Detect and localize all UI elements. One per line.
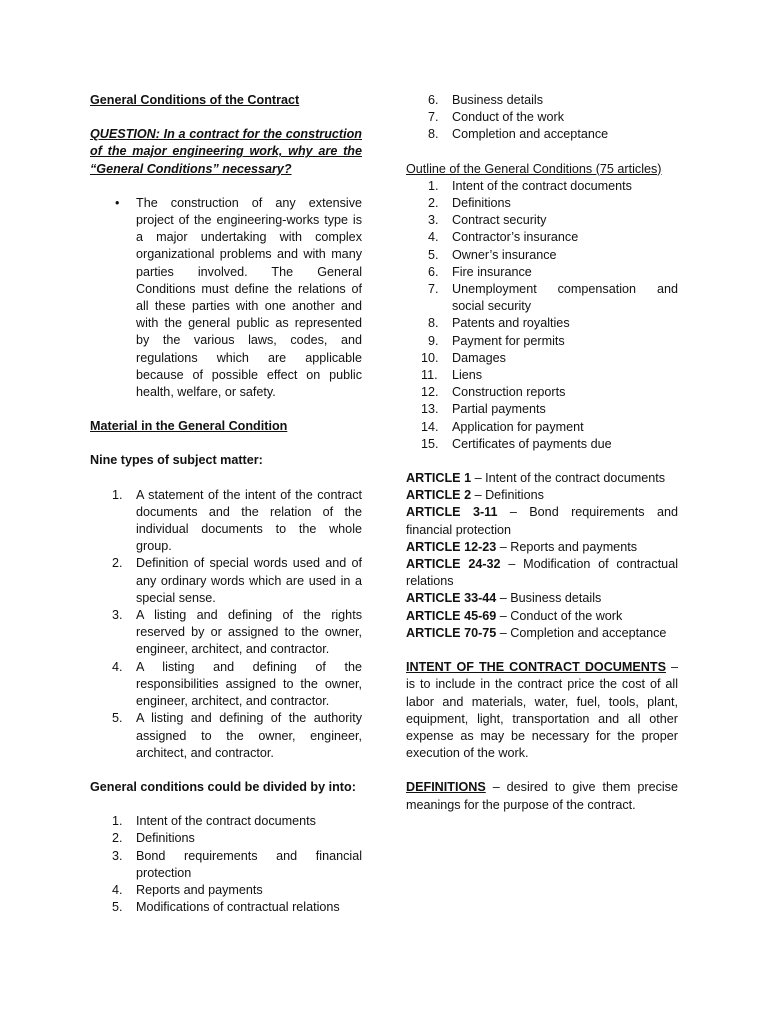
list-number: 3. [112,848,123,863]
list-text: Conduct of the work [452,110,565,125]
list-text: Contractor’s insurance [452,230,579,245]
definitions-paragraph [406,779,678,813]
divided-heading: General conditions could be divided by into: [90,779,356,794]
list-item [406,436,678,453]
list-number: 4. [112,659,123,674]
list-text: Intent of the contract documents [452,178,632,193]
nine-types-heading: Nine types of subject matter: [90,453,263,468]
left-column [90,92,362,916]
list-text: A listing and defining of the responsibilities assigned to the owner, engineer, architect, and contractor. [136,659,362,709]
right-column [406,92,678,814]
list-text: Certificates of payments due [452,436,612,451]
subject-list [90,487,362,762]
list-item [406,92,678,109]
list-text: A listing and defining of the authority assigned to the owner, engineer, architect, and contractor. [136,711,362,760]
list-item [406,401,678,418]
intent-text: – is to include in the contract price the cost of all labor and materials, water, fuel, tools, plant, equipment, light, transportation and all other expense as may be necessary for the proper execution of the work. [406,660,678,761]
list-text: Definitions [452,196,511,211]
list-item [90,848,362,882]
article-line [406,625,678,642]
list-text: Bond requirements and financial protection [136,848,362,880]
article-label: ARTICLE 24-32 [406,557,501,572]
article-text: – Reports and payments [496,539,637,554]
list-number: 6. [428,264,439,279]
list-text: A statement of the intent of the contract documents and the relation of the individual documents to the whole group. [136,487,362,554]
list-number: 15. [421,436,439,451]
list-text: Definitions [136,831,195,846]
list-number: 5. [112,900,123,915]
divided-list [90,813,362,916]
list-item [90,882,362,899]
list-item [406,367,678,384]
list-item [406,264,678,281]
list-number: 10. [421,350,439,365]
list-item [90,899,362,916]
list-item [90,607,362,659]
list-number: 2. [112,831,123,846]
intent-label: INTENT OF THE CONTRACT DOCUMENTS [406,660,666,675]
list-number: 7. [428,282,439,297]
article-label: ARTICLE 12-23 [406,539,497,554]
list-number: 13. [421,402,439,417]
outline-heading: Outline of the General Conditions (75 articles) [406,161,662,176]
bullet-list [90,195,362,401]
intent-paragraph [406,659,678,762]
list-item [406,212,678,229]
list-number: 2. [428,196,439,211]
list-item [90,830,362,847]
article-line [406,470,678,487]
article-line [406,487,678,504]
list-text: A listing and defining of the rights reserved by or assigned to the owner, engineer, architect, and contractor. [136,608,362,657]
list-text: Application for payment [452,419,584,434]
list-number: 1. [112,814,123,829]
bullet-item [90,195,362,401]
list-number: 1. [428,178,439,193]
list-item [406,229,678,246]
list-number: 12. [421,385,439,400]
list-item [406,333,678,350]
list-number: 8. [428,127,439,142]
article-label: ARTICLE 1 [406,471,472,486]
list-item [406,126,678,143]
article-text: – Conduct of the work [496,608,623,623]
list-text: Patents and royalties [452,316,570,331]
article-text: – Definitions [471,488,544,503]
divided-list-continued [406,92,678,144]
list-text: Modifications of contractual relations [136,900,340,915]
list-text: Contract security [452,213,547,228]
article-line [406,504,678,538]
bullet-icon: • [115,195,120,210]
article-line [406,539,678,556]
article-label: ARTICLE 45-69 [406,608,497,623]
list-number: 4. [428,230,439,245]
list-text: Business details [452,93,544,107]
list-item [90,813,362,830]
list-text: Completion and acceptance [452,127,609,142]
bullet-text: The construction of any extensive project of the engineering-works type is a major undertaking with complex organizational problems and with many parties involved. The General Conditions must define the relations of all these parties with one another and with the general public as represented by the various laws, codes, and regulations which are applicable because of possible effect on public health, welfare, or safety. [136,195,362,400]
list-item [406,315,678,332]
article-line [406,590,678,607]
article-text: – Modification of contractual relations [406,557,678,589]
list-text: Definition of special words used and of any ordinary words which are used in a special sense. [136,556,362,605]
definitions-text: – desired to give them precise meanings for the purpose of the contract. [406,780,678,812]
definitions-label: DEFINITIONS [406,780,486,795]
list-item [406,178,678,195]
list-text: Construction reports [452,385,566,400]
list-number: 2. [112,556,123,571]
list-text: Fire insurance [452,264,532,279]
list-item [406,384,678,401]
list-item [406,109,678,126]
list-text: Intent of the contract documents [136,814,316,829]
list-number: 4. [112,882,123,897]
question-text: QUESTION: In a contract for the construction of the major engineering work, why are the “General Conditions” necessary? [90,127,362,176]
article-text: – Intent of the contract documents [471,471,665,486]
list-number: 3. [428,213,439,228]
list-item [90,487,362,556]
article-line [406,608,678,625]
list-number: 11. [421,368,438,383]
article-text: – Business details [496,591,602,606]
list-item [90,710,362,762]
list-number: 1. [112,487,123,502]
list-text: Owner’s insurance [452,247,557,262]
material-heading: Material in the General Condition [90,419,288,434]
list-number: 5. [428,247,439,262]
article-label: ARTICLE 33-44 [406,591,497,606]
list-text: Liens [452,368,483,383]
list-item [406,281,678,315]
list-text: Reports and payments [136,882,263,897]
list-number: 7. [428,110,439,125]
list-item [406,419,678,436]
article-label: ARTICLE 3-11 [406,505,498,520]
article-line [406,556,678,590]
list-number: 3. [112,608,123,623]
list-text: Partial payments [452,402,546,417]
list-number: 6. [428,93,439,107]
list-item [90,555,362,607]
list-item [406,195,678,212]
list-text: Unemployment compensation and social security [452,282,678,314]
list-item [406,247,678,264]
document-title: General Conditions of the Contract [90,93,300,107]
list-number: 8. [428,316,439,331]
list-text: Payment for permits [452,333,565,348]
outline-list [406,178,678,453]
list-number: 5. [112,711,123,726]
list-number: 9. [428,333,439,348]
article-list [406,470,678,642]
list-item [90,659,362,711]
article-text: – Bond requirements and financial protection [406,505,678,537]
article-label: ARTICLE 70-75 [406,625,497,640]
article-text: – Completion and acceptance [496,625,667,640]
article-label: ARTICLE 2 [406,488,472,503]
list-item [406,350,678,367]
list-text: Damages [452,350,506,365]
list-number: 14. [421,419,439,434]
